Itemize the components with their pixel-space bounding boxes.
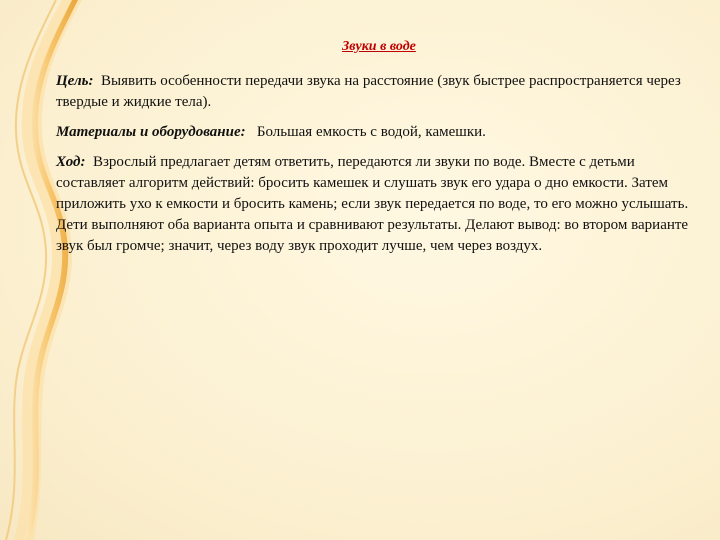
- materials-text: Большая емкость с водой, камешки.: [256, 124, 486, 140]
- materials-label: Материалы и оборудование:: [56, 124, 246, 140]
- goal-label: Цель:: [56, 73, 94, 89]
- goal-paragraph: [56, 71, 702, 113]
- slide-content: [56, 36, 702, 266]
- goal-text: Выявить особенности передачи звука на расстояние (звук быстрее распространяется через твердые и жидкие тела).: [56, 73, 681, 110]
- slide-title: Звуки в воде: [342, 39, 416, 54]
- materials-paragraph: [56, 122, 702, 143]
- procedure-label: Ход:: [56, 154, 86, 170]
- procedure-text: Взрослый предлагает детям ответить, передаются ли звуки по воде. Вместе с детьми составляет алгоритм действий: бросить камешек и слушать звук его удара о дно емкости. Затем приложить ухо к емкости и бросить камень; если звук передается по воде, то его можно услышать. Дети выполняют оба варианта опыта и сравнивают результаты. Делают вывод: во втором варианте звук был громче; значит, через воду звук проходит лучше, чем через воздух.: [56, 154, 689, 254]
- procedure-paragraph: [56, 152, 702, 257]
